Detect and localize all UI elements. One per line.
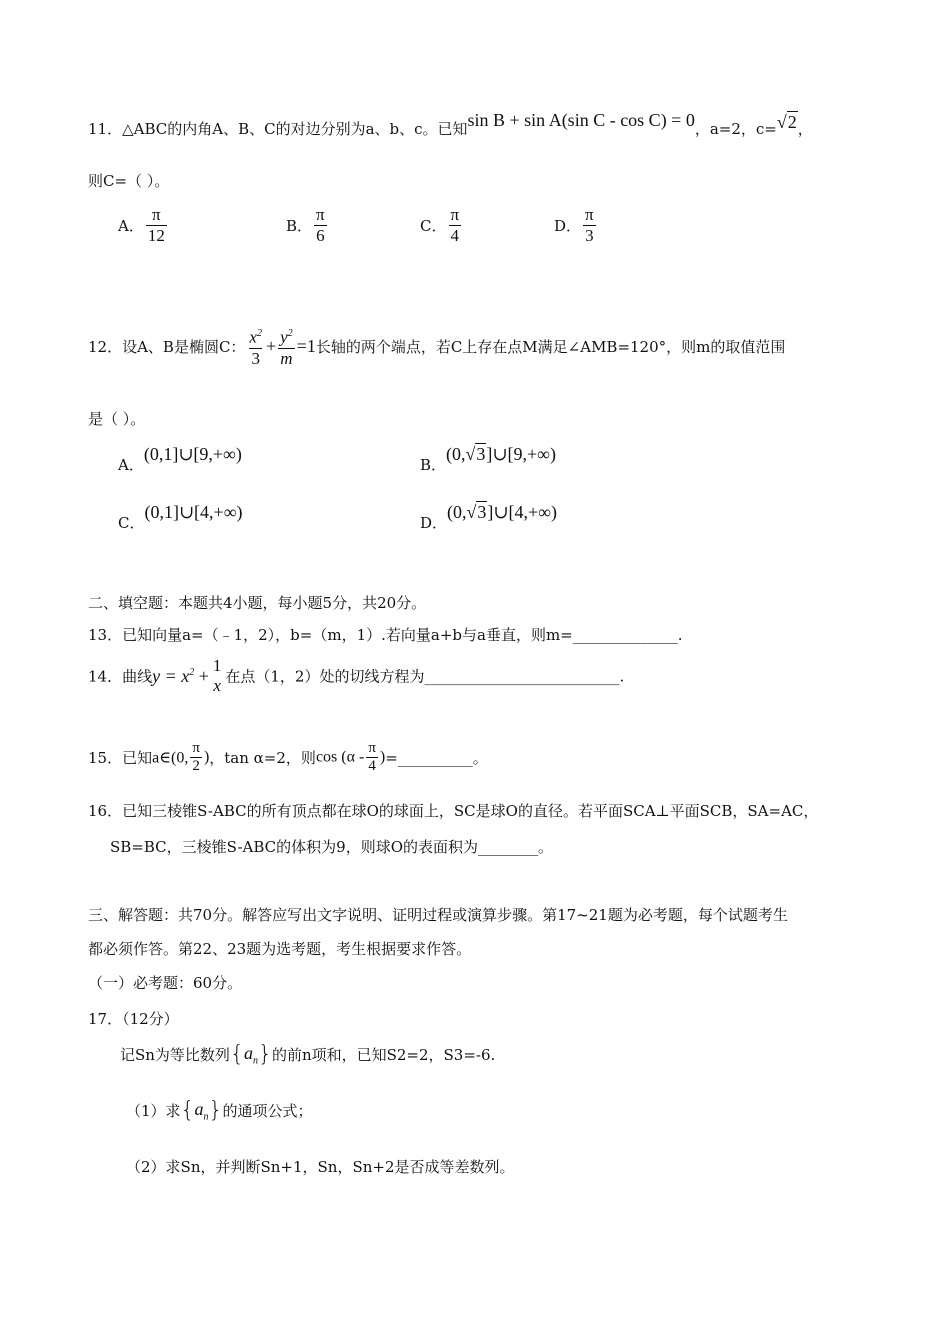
q16-line1: 16．已知三棱锥S-ABC的所有顶点都在球O的球面上，SC是球O的直径。若平面SCA⊥平面SCB，SA=AC， — [88, 802, 819, 820]
q11-given: ，a=2，c= — [694, 120, 777, 138]
q12-line1: 12．设A、B是椭圆C： $\frac{x^2}{3}$ + $\frac{y^2}{m}$ =1长轴的两个端点，若C上存在点M满足∠AMB=120°，则m的取值范围 — [88, 324, 785, 369]
q11-comma: ， — [797, 120, 813, 138]
required-heading: （一）必考题：60分。 — [88, 974, 243, 992]
q16-line2: SB=BC，三棱锥S-ABC的体积为9，则球O的表面积为________。 — [110, 838, 553, 856]
q12-option-a: A．(0,1]∪[9,+∞) — [118, 444, 242, 474]
q14: 14．曲线$y = x^2$ + 1 x 在点（1，2）处的切线方程为__________________________. — [88, 656, 625, 695]
q11-option-d: D． $\frac{\pi}{3}$ — [554, 205, 594, 245]
q17-part2: （2）求Sn，并判断Sn+1，Sn，Sn+2是否成等差数列。 — [126, 1158, 515, 1176]
q17-part1: （1）求$\{a_n\}$的通项公式； — [126, 1098, 313, 1123]
section-fill-in-heading: 二、填空题：本题共4小题，每小题5分，共20分。 — [88, 594, 427, 612]
q11-sqrt: √2 — [776, 112, 797, 132]
q12-eq-end: =1 — [296, 335, 316, 356]
q11-option-b: B． $\frac{\pi}{6}$ — [286, 205, 325, 245]
q11-line2: 则C=（ ）。 — [88, 172, 170, 190]
q15: 15．已知a∈(0, $\frac{\pi}{2}$ )，tan α=2，则cos (α - $\frac{\pi}{4}$ )=__________。 — [88, 740, 488, 774]
q17-stem: 记Sn为等比数列$\{a_n\}$的前n项和，已知S2=2，S3=-6. — [120, 1042, 496, 1067]
q12-tail: 长轴的两个端点，若C上存在点M满足∠AMB=120°，则m的取值范围 — [315, 337, 786, 356]
q11-option-a: A． $\frac{\pi}{12}$ — [118, 205, 165, 245]
q12-option-c: C．(0,1]∪[4,+∞) — [118, 502, 243, 532]
q12-line2: 是（ ）。 — [88, 410, 146, 428]
q13: 13．已知向量a=（﹣1，2），b=（m，1）.若向量a+b与a垂直，则m=______________. — [88, 626, 683, 644]
q12-option-b: B．(0,√3]∪[9,+∞) — [420, 444, 556, 474]
q11-option-c: C． $\frac{\pi}{4}$ — [420, 205, 460, 245]
section-answer-line2: 都必须作答。第22、23题为选考题，考生根据要求作答。 — [88, 940, 472, 958]
q12-frac-y: $\frac{y^2}{m}$ — [280, 327, 293, 368]
q11-lead: 11．△ABC的内角A、B、C的对边分别为a、b、c。已知 — [88, 120, 468, 138]
q12-option-d: D．(0,√3]∪[4,+∞) — [420, 502, 557, 532]
q11-line1 — [88, 110, 813, 139]
q12-frac-x: $\frac{x^2}{3}$ — [249, 327, 262, 368]
q12-lead: 12．设A、B是椭圆C： — [88, 337, 246, 356]
q11-equation: sin B + sin A(sin C - cos C) = 0 — [467, 110, 695, 130]
q17-head: 17．（12分） — [88, 1010, 179, 1028]
section-answer-line1: 三、解答题：共70分。解答应写出文字说明、证明过程或演算步骤。第17~21题为必考题，每个试题考生 — [88, 906, 788, 924]
